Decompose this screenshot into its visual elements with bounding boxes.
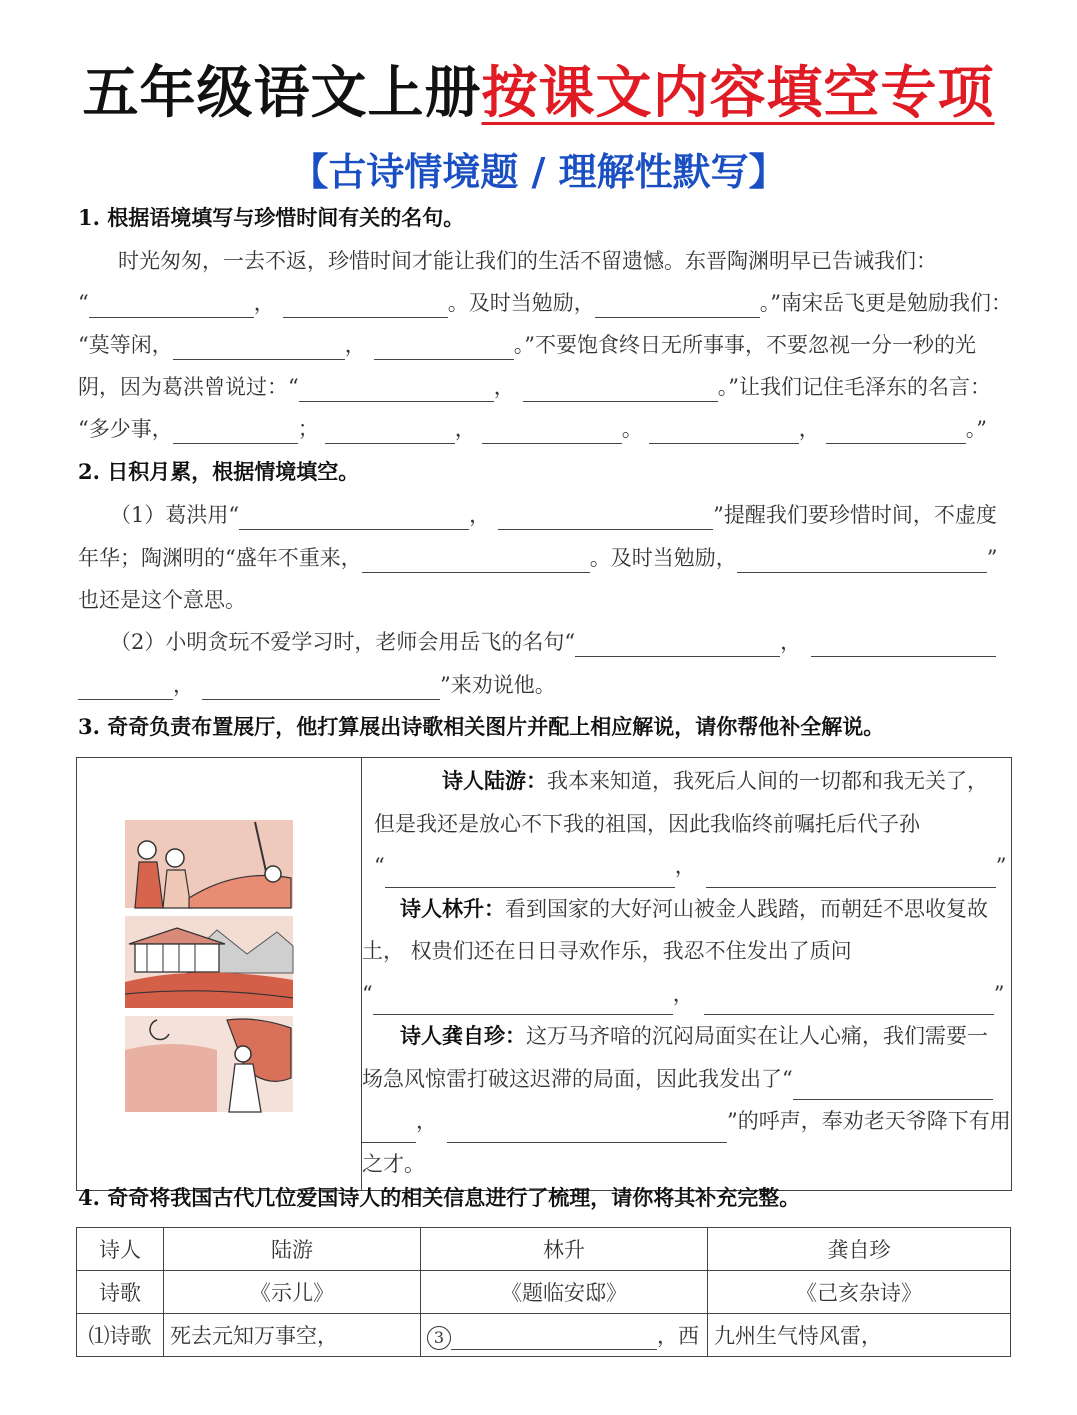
answer-blank[interactable] bbox=[811, 634, 996, 657]
q1-heading: 1. 根据语境填写与珍惜时间有关的名句。 bbox=[78, 205, 465, 230]
table-cell: 《示儿》 bbox=[164, 1271, 421, 1314]
q1-fill-line: 阴，因为葛洪曾说过：“ ， 。”让我们记住毛泽东的名言： bbox=[78, 372, 1008, 402]
table-row bbox=[77, 1314, 1011, 1357]
q2-fill-line: ， ”来劝说他。 bbox=[78, 670, 1008, 700]
page-subtitle: 【古诗情境题 / 理解性默写】 bbox=[290, 150, 787, 194]
table-cell: 诗歌 bbox=[77, 1271, 164, 1314]
exhibit-pictures bbox=[77, 758, 362, 1191]
answer-blank[interactable] bbox=[649, 421, 799, 444]
table-cell: 九州生气恃风雷， bbox=[708, 1314, 1011, 1357]
answer-blank[interactable] bbox=[793, 1077, 993, 1100]
answer-blank[interactable] bbox=[826, 421, 966, 444]
desc-fill-line: “ ， ” bbox=[362, 845, 1011, 888]
poet-info-table bbox=[76, 1227, 1011, 1357]
desc-text: 但是我还是放心不下我的祖国，因此我临终前嘱托后代子孙 bbox=[374, 811, 920, 836]
table-cell: 龚自珍 bbox=[708, 1228, 1011, 1271]
exhibit-table bbox=[76, 757, 1012, 1191]
q1-text-line: 时光匆匆，一去不返，珍惜时间才能让我们的生活不留遗憾。东晋陶渊明早已告诫我们： bbox=[118, 249, 937, 273]
table-cell: 3 ，西 bbox=[421, 1314, 708, 1357]
table-cell: 林升 bbox=[421, 1228, 708, 1271]
table-cell: ⑴诗歌 bbox=[77, 1314, 164, 1357]
q1-fill-line: “多少事， ； ， 。 ， 。” bbox=[78, 414, 1008, 444]
answer-blank[interactable] bbox=[575, 634, 780, 657]
answer-blank[interactable] bbox=[283, 295, 448, 318]
desc-fill-line: ， ”的呼声，奉劝老天爷降下有用 bbox=[362, 1100, 1011, 1143]
answer-blank[interactable] bbox=[362, 1120, 416, 1143]
answer-blank[interactable] bbox=[595, 295, 760, 318]
table-cell: 诗人 bbox=[77, 1228, 164, 1271]
answer-blank[interactable] bbox=[451, 1327, 657, 1350]
q2-heading: 2. 日积月累，根据情境填空。 bbox=[78, 459, 360, 484]
illustration-poet bbox=[125, 1016, 293, 1112]
q1-fill-line: “莫等闲， ， 。”不要饱食终日无所事事，不要忽视一分一秒的光 bbox=[78, 330, 1008, 360]
table-cell: 陆游 bbox=[164, 1228, 421, 1271]
title-topic: 按课文内容填空专项 bbox=[481, 61, 995, 126]
q1-fill-line: “ ， 。及时当勉励， 。”南宋岳飞更是勉励我们： bbox=[78, 288, 1008, 318]
title-grade: 五年级语文上册 bbox=[82, 61, 482, 126]
page-title bbox=[0, 58, 1077, 130]
answer-blank[interactable] bbox=[373, 992, 673, 1015]
table-cell: 死去元知万事空， bbox=[164, 1314, 421, 1357]
desc-gongzizhen: 诗人龚自珍：这万马齐喑的沉闷局面实在让人心痛，我们需要一 bbox=[400, 1023, 988, 1048]
answer-blank[interactable] bbox=[78, 677, 173, 700]
table-row bbox=[77, 1271, 1011, 1314]
table-row bbox=[77, 1228, 1011, 1271]
q2-text-line: 也还是这个意思。 bbox=[78, 588, 246, 612]
illustration-pavilion bbox=[125, 916, 293, 1008]
number-3-marker: 3 bbox=[427, 1326, 451, 1350]
table-cell: 《己亥杂诗》 bbox=[708, 1271, 1011, 1314]
desc-luyou: 诗人陆游：我本来知道，我死后人间的一切都和我无关了， bbox=[442, 768, 988, 793]
answer-blank[interactable] bbox=[385, 865, 675, 888]
desc-fill-line: “ ， ” bbox=[362, 973, 1011, 1016]
answer-blank[interactable] bbox=[299, 379, 494, 402]
answer-blank[interactable] bbox=[89, 295, 254, 318]
answer-blank[interactable] bbox=[706, 865, 996, 888]
answer-blank[interactable] bbox=[447, 1120, 727, 1143]
answer-blank[interactable] bbox=[737, 550, 987, 573]
answer-blank[interactable] bbox=[239, 507, 469, 530]
answer-blank[interactable] bbox=[523, 379, 718, 402]
desc-text: 之才。 bbox=[362, 1151, 425, 1176]
exhibit-descriptions bbox=[362, 758, 1012, 1191]
q2-fill-line: 年华；陶渊明的“盛年不重来， 。及时当勉励， ” bbox=[78, 543, 1008, 573]
answer-blank[interactable] bbox=[325, 421, 455, 444]
q3-heading: 3. 奇奇负责布置展厅，他打算展出诗歌相关图片并配上相应解说，请你帮他补全解说。 bbox=[78, 714, 885, 739]
desc-text: 土， 权贵们还在日日寻欢作乐，我忍不住发出了质问 bbox=[362, 939, 852, 963]
answer-blank[interactable] bbox=[498, 507, 713, 530]
answer-blank[interactable] bbox=[704, 992, 994, 1015]
answer-blank[interactable] bbox=[173, 337, 345, 360]
q4-heading: 4. 奇奇将我国古代几位爱国诗人的相关信息进行了梳理，请你将其补充完整。 bbox=[78, 1185, 801, 1210]
desc-fill-line: 场急风惊雷打破这迟滞的局面，因此我发出了“ bbox=[362, 1058, 1011, 1101]
q2-fill-line: （2）小明贪玩不爱学习时，老师会用岳飞的名句“ ， bbox=[78, 627, 1008, 657]
poem-illustrations bbox=[77, 758, 361, 1186]
answer-blank[interactable] bbox=[374, 337, 514, 360]
answer-blank[interactable] bbox=[202, 677, 440, 700]
answer-blank[interactable] bbox=[362, 550, 590, 573]
q2-fill-line: （1）葛洪用“ ， ”提醒我们要珍惜时间，不虚度 bbox=[78, 500, 1008, 530]
illustration-deathbed bbox=[125, 820, 293, 908]
desc-linsheng: 诗人林升：看到国家的大好河山被金人践踏，而朝廷不思收复故 bbox=[400, 895, 988, 921]
answer-blank[interactable] bbox=[173, 421, 298, 444]
answer-blank[interactable] bbox=[482, 421, 622, 444]
table-cell: 《题临安邸》 bbox=[421, 1271, 708, 1314]
